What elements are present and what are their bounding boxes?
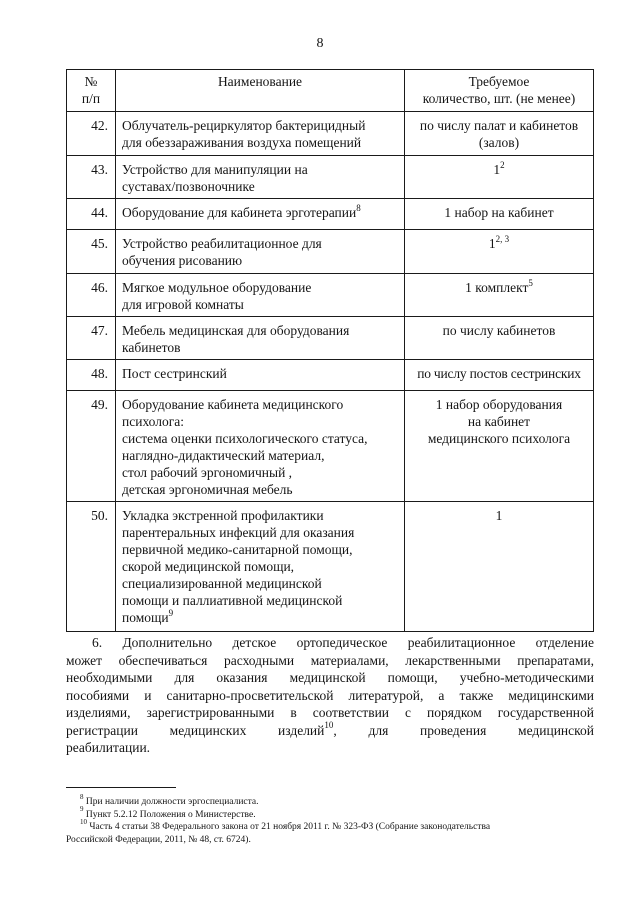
row-name-text: Оборудование для кабинета эрготерапии: [122, 205, 357, 220]
row-name: [116, 199, 405, 230]
row-quantity-text: медицинского психолога: [427, 431, 571, 446]
row-name: [116, 274, 405, 317]
paragraph-line-text: регистрации медицинских изделий: [66, 722, 325, 738]
paragraph-line: 6. Дополнительно детское ортопедическое реабилитационное отделение: [92, 635, 594, 650]
row-name-text: помощи: [122, 610, 169, 625]
table-row: [67, 199, 594, 230]
row-quantity-line: [407, 413, 591, 430]
footnote-ref: 8: [356, 202, 361, 213]
table-row: [67, 502, 594, 632]
row-name-line: [122, 413, 400, 430]
table-row: [67, 230, 594, 274]
footnote-ref: 9: [168, 607, 174, 618]
footnote-10: [66, 817, 594, 834]
row-name-line: [122, 134, 400, 151]
row-name-line: [122, 464, 400, 481]
row-number: 48.: [67, 360, 116, 391]
row-name: [116, 391, 405, 502]
row-name-line: [122, 447, 400, 464]
row-quantity-text: (залов): [478, 135, 520, 150]
row-number: 47.: [67, 317, 116, 360]
row-name-line: [122, 592, 400, 609]
row-name-line: [122, 575, 400, 592]
row-quantity-text: 1: [493, 162, 501, 177]
footnote-mark: 9: [80, 805, 84, 814]
footnote-mark: 8: [80, 792, 84, 801]
row-name-line: [122, 235, 400, 252]
header-name: [116, 70, 405, 112]
row-name-line: [122, 204, 400, 221]
row-number: 42.: [67, 112, 116, 156]
row-quantity-line: [405, 365, 593, 382]
row-quantity: [405, 199, 594, 230]
paragraph-line: реабилитации.: [66, 740, 151, 755]
row-name-line: [122, 161, 400, 178]
row-quantity-line: [407, 235, 591, 252]
row-quantity: [405, 156, 594, 199]
paragraph-line: необходимыми для оказания медицинской помощи, учебно-методическими: [66, 670, 594, 685]
header-number-line: №: [84, 74, 98, 89]
row-name-text: для обеззараживания воздуха помещений: [122, 135, 362, 150]
row-quantity-line: [407, 204, 591, 221]
row-name-line: [122, 558, 400, 575]
row-quantity: [405, 502, 594, 632]
row-number: 49.: [67, 391, 116, 502]
table-row: [67, 317, 594, 360]
row-name-line: [122, 365, 400, 382]
row-name-line: [122, 252, 400, 269]
row-name-text: Пост сестринский: [122, 366, 227, 381]
row-name-text: скорой медицинской помощи,: [122, 559, 295, 574]
paragraph-line: может обеспечиваться расходными материалами, лекарственными препаратами,: [66, 652, 594, 668]
paragraph-line-tail: , для проведения медицинской: [333, 722, 594, 738]
row-name-text: Устройство реабилитационное для: [122, 236, 322, 251]
row-name-text: первичной медико-санитарной помощи,: [122, 542, 353, 557]
row-name-line: [122, 296, 400, 313]
row-name-line: [122, 524, 400, 541]
table-row: [67, 391, 594, 502]
row-name-line: [122, 481, 400, 498]
footnote-8: [66, 792, 594, 809]
footnote-ref: 5: [528, 277, 533, 288]
table-row: [67, 360, 594, 391]
page-number: 8: [316, 36, 324, 51]
footnote-9: [66, 805, 594, 822]
footnote-mark: 10: [80, 817, 87, 826]
row-quantity-text: 1 набор на кабинет: [444, 205, 554, 220]
row-quantity: [405, 230, 594, 274]
row-quantity-text: 1: [495, 508, 503, 523]
table-row: [67, 112, 594, 156]
row-number: 44.: [67, 199, 116, 230]
row-name-text: стол рабочий эргономичный ,: [122, 465, 293, 480]
row-name: [116, 360, 405, 391]
footnote-text: Часть 4 статьи 38 Федерального закона от 21 ноября 2011 г. № 323-ФЗ (Собрание законодательства: [89, 822, 491, 832]
row-name-text: система оценки психологического статуса,: [122, 431, 368, 446]
row-name-text: наглядно-дидактический материал,: [122, 448, 325, 463]
row-name-line: [122, 541, 400, 558]
paragraph-line-with-footnote: [66, 722, 594, 740]
row-name-text: Укладка экстренной профилактики: [122, 508, 324, 523]
header-quantity: [405, 70, 594, 112]
row-name-line: [122, 396, 400, 413]
header-quantity-line: количество, шт. (не менее): [422, 91, 576, 106]
row-quantity-text: 1 комплект: [465, 280, 529, 295]
row-quantity-line: [407, 507, 591, 524]
footnote-ref: 10: [324, 720, 334, 730]
header-number: [67, 70, 116, 112]
footnote-ref: 2, 3: [495, 233, 510, 244]
row-name-line: [122, 507, 400, 524]
row-quantity-line: [407, 117, 591, 134]
equipment-table: [66, 69, 594, 632]
row-quantity-line: [407, 279, 591, 296]
row-quantity: [405, 317, 594, 360]
row-quantity-line: [407, 134, 591, 151]
row-quantity: [405, 391, 594, 502]
paragraph-6: [66, 634, 594, 757]
table-header-row: [67, 70, 594, 112]
row-name-text: специализированной медицинской: [122, 576, 322, 591]
row-name-text: помощи и паллиативной медицинской: [122, 593, 343, 608]
row-name-text: парентеральных инфекций для оказания: [122, 525, 355, 540]
row-quantity: [405, 274, 594, 317]
row-name: [116, 317, 405, 360]
row-name-text: суставах/позвоночнике: [122, 179, 255, 194]
row-number: 50.: [67, 502, 116, 632]
row-name: [116, 112, 405, 156]
footnote-text: При наличии должности эргоспециалиста.: [85, 797, 259, 807]
paragraph-line: пособиями и санитарно-просветительской литературой, а также медицинскими: [66, 687, 594, 703]
row-name-text: Мебель медицинская для оборудования: [122, 323, 350, 338]
row-name-text: Устройство для манипуляции на: [122, 162, 308, 177]
row-quantity-text: по числу постов сестринских: [417, 366, 581, 381]
row-number: 43.: [67, 156, 116, 199]
row-name-text: обучения рисованию: [122, 253, 243, 268]
row-name-line: [122, 430, 400, 447]
row-number: 46.: [67, 274, 116, 317]
row-name-text: для игровой комнаты: [122, 297, 244, 312]
header-quantity-line: Требуемое: [468, 74, 530, 89]
row-name-text: детская эргономичная мебель: [122, 482, 293, 497]
table-body: [67, 112, 594, 632]
row-name-text: психолога:: [122, 414, 185, 429]
row-name-text: Мягкое модульное оборудование: [122, 280, 312, 295]
row-quantity-line: [407, 396, 591, 413]
row-name: [116, 230, 405, 274]
row-name-line: [122, 609, 400, 626]
row-quantity-line: [407, 161, 591, 178]
row-quantity-text: по числу палат и кабинетов: [419, 118, 579, 133]
row-name-line: [122, 339, 400, 356]
row-quantity-text: по числу кабинетов: [442, 323, 556, 338]
footnote-ref: 2: [500, 159, 505, 170]
footnotes: [66, 792, 594, 846]
header-number-line: п/п: [81, 91, 101, 106]
row-name-line: [122, 178, 400, 195]
table-row: [67, 274, 594, 317]
footnote-text: Пункт 5.2.12 Положения о Министерстве.: [85, 809, 256, 820]
row-quantity-text: 1: [488, 236, 496, 251]
row-name-line: [122, 117, 400, 134]
row-quantity-line: [407, 430, 591, 447]
row-quantity: [405, 360, 594, 391]
row-name-text: кабинетов: [122, 340, 181, 355]
row-name: [116, 156, 405, 199]
row-quantity-text: 1 набор оборудования: [435, 397, 563, 412]
row-quantity: [405, 112, 594, 156]
row-name-line: [122, 279, 400, 296]
footnote-divider: [66, 787, 176, 788]
row-quantity-line: [407, 322, 591, 339]
row-quantity-text: на кабинет: [467, 414, 531, 429]
footnote-10-continuation: Российской Федерации, 2011, № 48, ст. 6724).: [66, 834, 251, 845]
row-name-text: Облучатель-рециркулятор бактерицидный: [122, 118, 366, 133]
table-row: [67, 156, 594, 199]
row-number: 45.: [67, 230, 116, 274]
row-name: [116, 502, 405, 632]
row-name-text: Оборудование кабинета медицинского: [122, 397, 344, 412]
header-name-label: Наименование: [217, 74, 303, 89]
paragraph-line: изделиями, зарегистрированными в соответствии с порядком государственной: [66, 705, 594, 720]
row-name-line: [122, 322, 400, 339]
